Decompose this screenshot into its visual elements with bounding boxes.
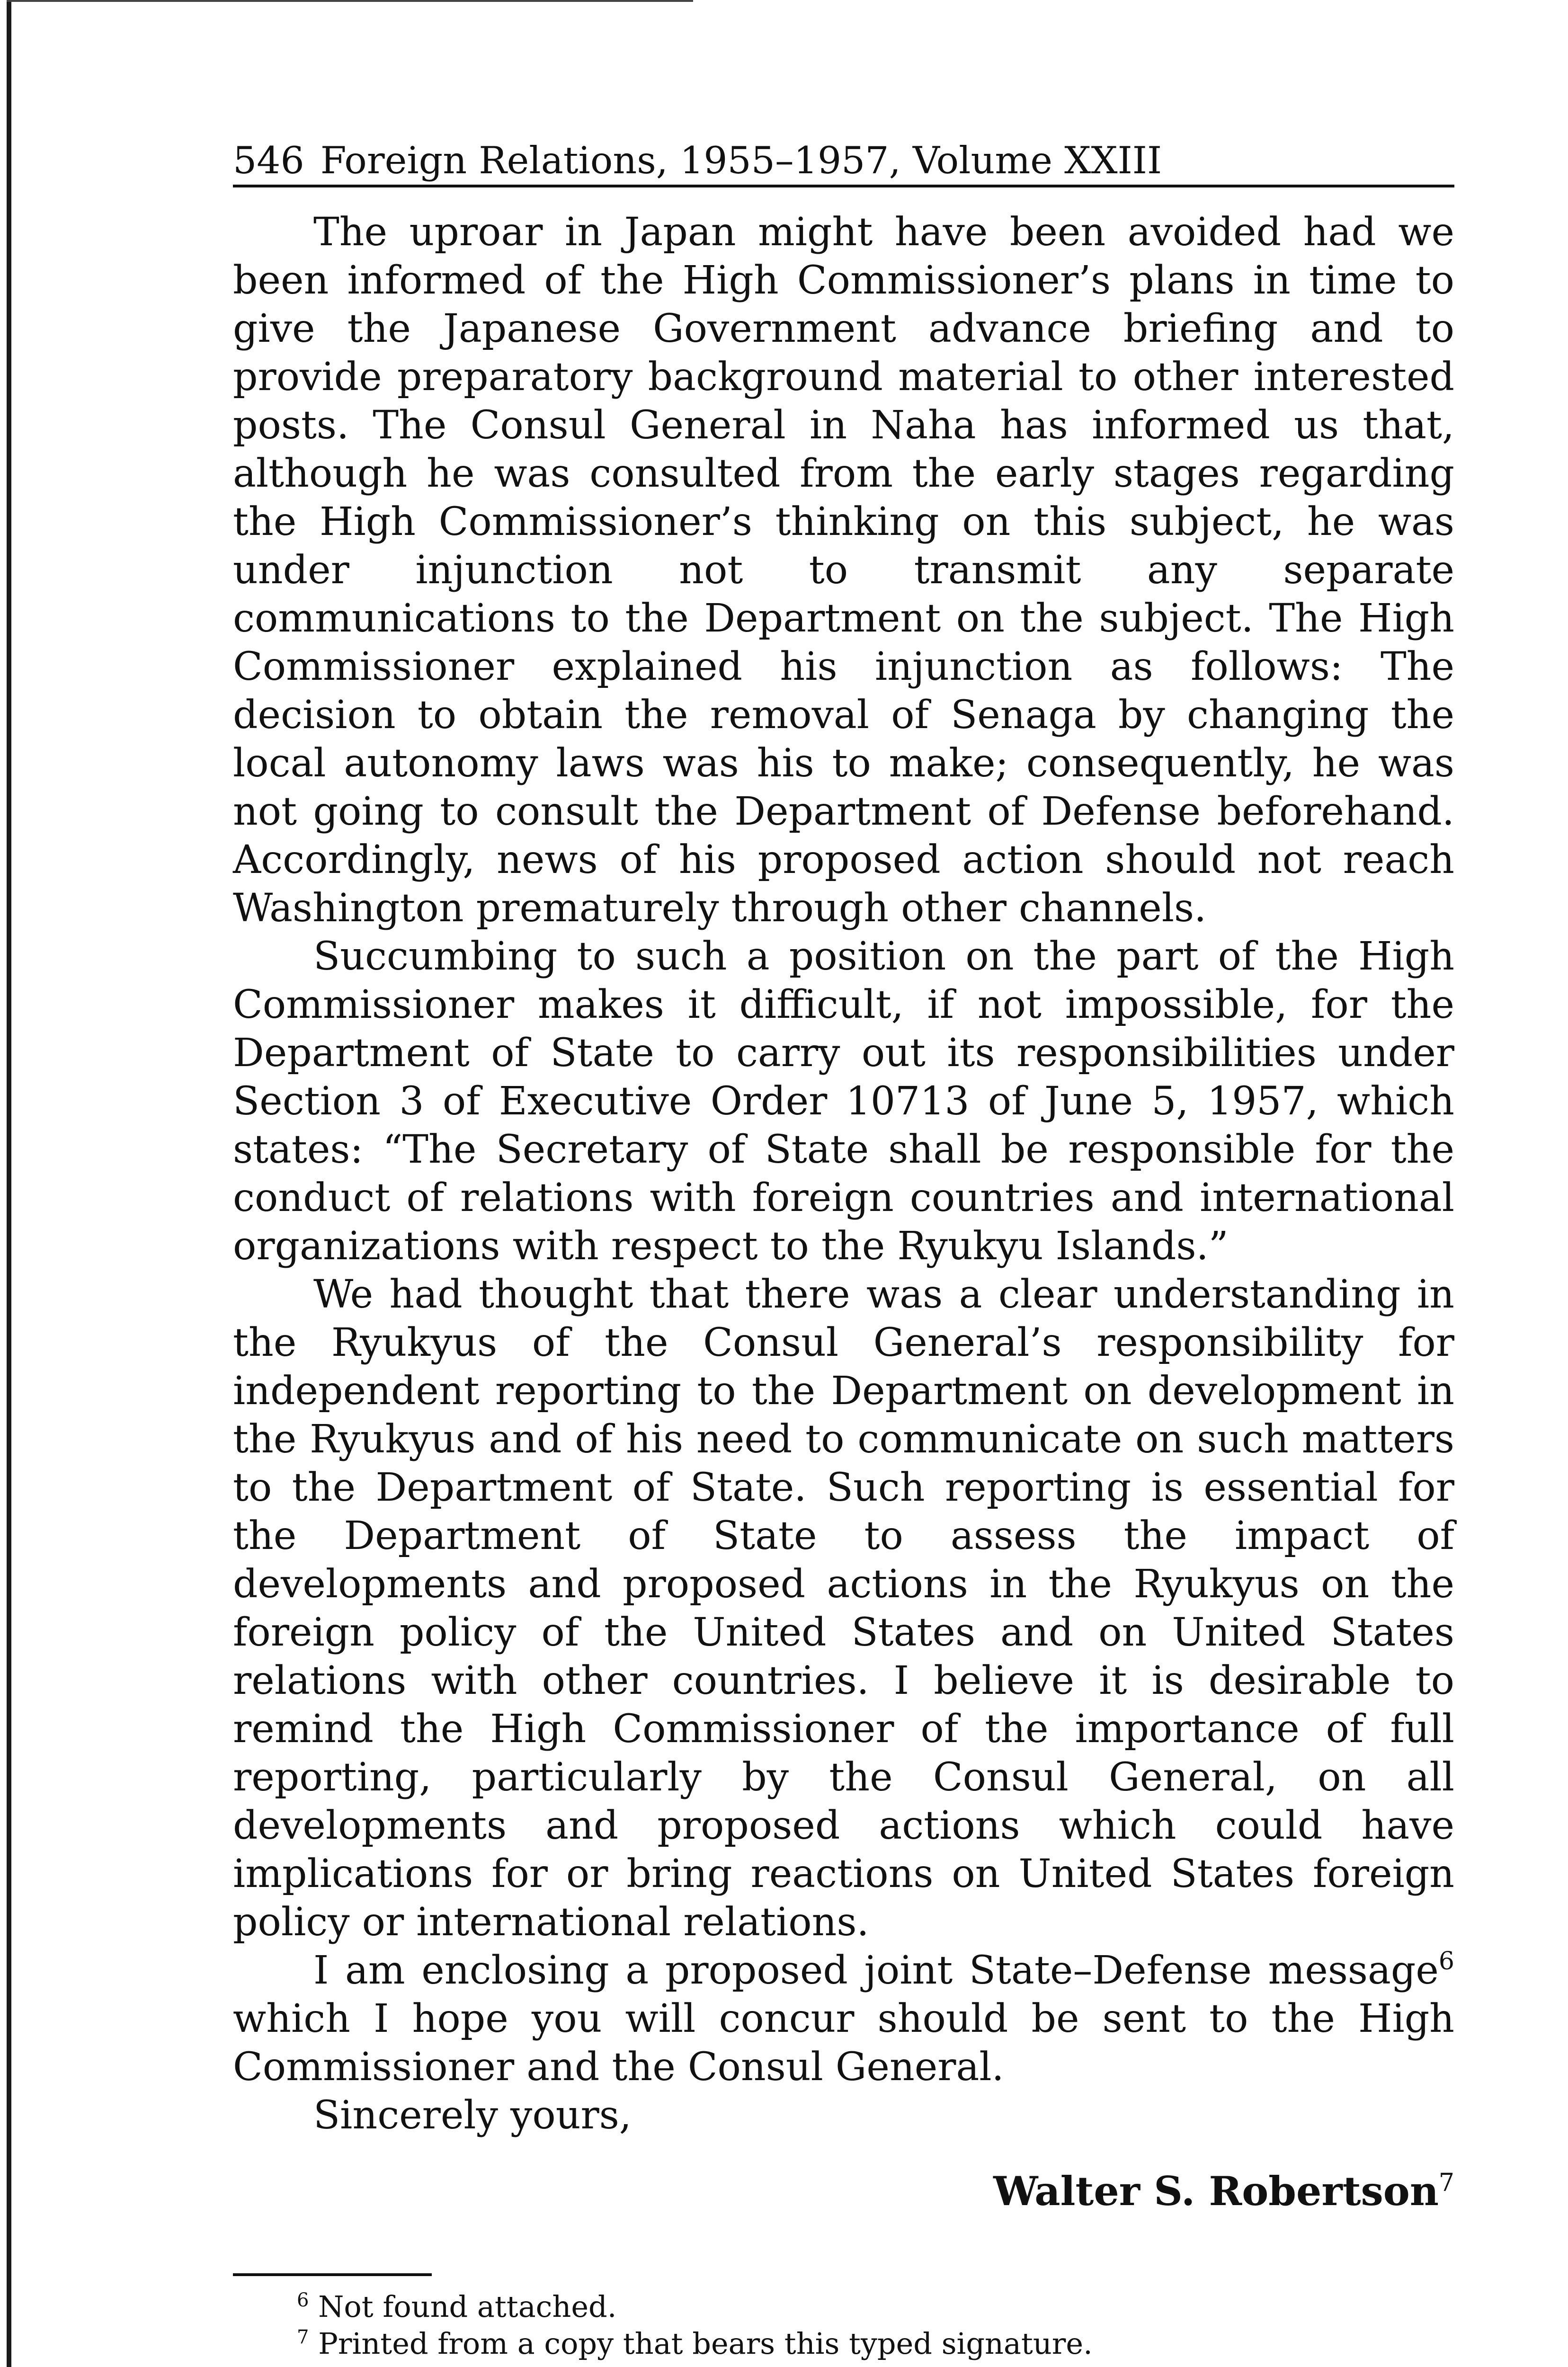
enclosure-paragraph <box>233 1947 1454 2091</box>
footnote <box>297 2325 1454 2362</box>
letter-body <box>233 208 1454 2091</box>
scan-edge-top <box>7 0 693 2</box>
footnote-ref-6: 6 <box>1438 1947 1454 1975</box>
signature-block <box>233 2167 1454 2216</box>
enclosure-text-before: I am enclosing a proposed joint State–Defense message <box>313 1948 1439 1993</box>
enclosure-text-after: which I hope you will concur should be sent to the High Commissioner and the Consul General. <box>233 1996 1454 2090</box>
body-paragraph: Succumbing to such a position on the part of the High Commissioner makes it difficult, if not impossible, for the Department of State to carry out its responsibilities under Section 3 of Executive Order 10713 of June 5, 1957, which states: “The Secretary of State shall be responsible for the conduct of relations with foreign countries and international organizations with respect to the Ryukyu Islands.” <box>233 934 1454 1269</box>
footnote <box>297 2288 1454 2325</box>
footnote-text: Not found attached. <box>318 2289 617 2324</box>
footnotes <box>297 2288 1454 2362</box>
signature-name: Walter S. Robertson <box>993 2168 1439 2215</box>
page-number: 546 <box>233 139 304 182</box>
footnote-number: 7 <box>297 2326 309 2348</box>
scan-edge-left <box>7 0 11 2367</box>
footnote-text: Printed from a copy that bears this typed signature. <box>318 2326 1093 2361</box>
footnote-divider <box>233 2273 432 2276</box>
body-paragraph: We had thought that there was a clear understanding in the Ryukyus of the Consul General’s responsibility for independent reporting to the Department on development in the Ryukyus and of his need to communicate on such matters to the Department of State. Such reporting is essential for the Department of State to assess the impact of developments and proposed actions in the Ryukyus on the foreign policy of the United States and on United States relations with other countries. I believe it is desirable to remind the High Commissioner of the importance of full reporting, particularly by the Consul General, on all developments and proposed actions which could have implications for or bring reactions on United States foreign policy or international relations. <box>233 1272 1454 1945</box>
closing-salutation: Sincerely yours, <box>313 2093 632 2138</box>
footnote-ref-7: 7 <box>1438 2169 1454 2197</box>
body-paragraph: The uproar in Japan might have been avoided had we been informed of the High Commissioner’s plans in time to give the Japanese Government advance briefing and to provide preparatory background material to other interested posts. The Consul General in Naha has informed us that, although he was consulted from the early stages regarding the High Commissioner’s thinking on this subject, he was under injunction not to transmit any separate communications to the Department on the subject. The High Commissioner explained his injunction as follows: The decision to obtain the removal of Senaga by changing the local autonomy laws was his to make; consequently, he was not going to consult the Department of Defense beforehand. Accordingly, news of his proposed action should not reach Washington prematurely through other channels. <box>233 210 1454 931</box>
running-title: Foreign Relations, 1955–1957, Volume XXIII <box>320 139 1162 182</box>
document-page <box>233 137 1454 2362</box>
footnote-number: 6 <box>297 2289 309 2311</box>
running-header <box>233 137 1454 187</box>
